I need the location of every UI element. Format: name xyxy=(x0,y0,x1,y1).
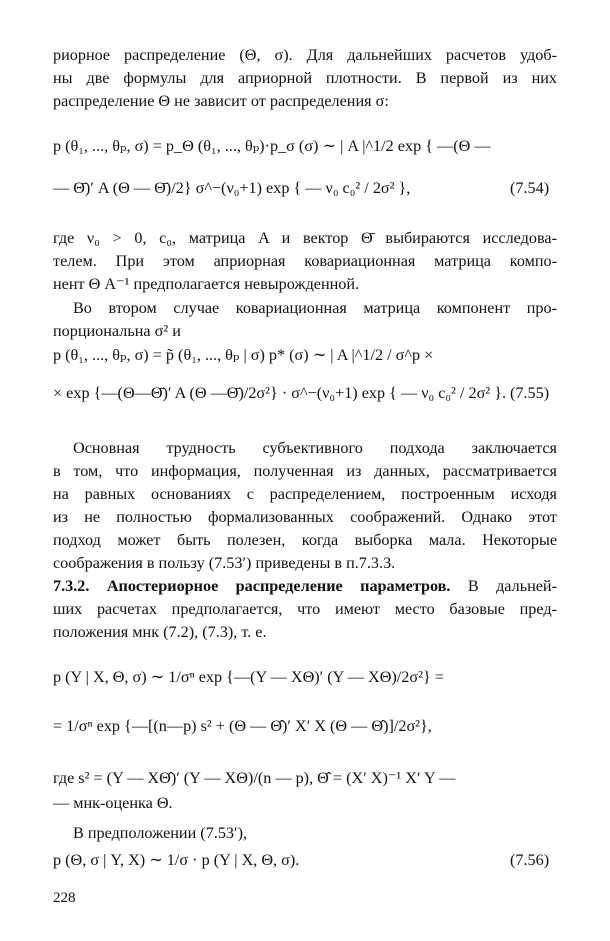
equation-number: (7.55) xyxy=(510,384,550,402)
text-line: положения мнк (7.2), (7.3), т. е. xyxy=(53,623,267,641)
equation-likelihood-line1: p (Y | X, Θ, σ) ∼ 1/σⁿ exp {—(Y — XΘ)′ (Y — XΘ)/2σ²} = xyxy=(53,668,444,686)
equation-likelihood-line2: = 1/σⁿ exp {—[(n—p) s² + (Θ — Θ̂)′ X′ X (Θ — Θ̂)]/2σ²}, xyxy=(53,717,432,735)
text-line: Основная трудность субъективного подхода заключается xyxy=(73,439,557,457)
text-line: В предположении (7.53′), xyxy=(73,824,248,842)
text-line: соображения в пользу (7.53′) приведены в п.7.3.3. xyxy=(53,554,396,572)
page-number: 228 xyxy=(53,890,76,906)
text-line: ны две формулы для априорной плотности. В первой из них xyxy=(53,69,557,87)
text-line: в том, что информация, полученная из данных, рассматривается xyxy=(53,462,557,480)
text-line: риорное распределение (Θ, σ). Для дальнейших расчетов удоб- xyxy=(53,46,557,64)
equation-7-54-line1: p (θ₁, ..., θₚ, σ) = p_Θ (θ₁, ..., θₚ)·p_σ (σ) ∼ | A |^1/2 exp { —(Θ — xyxy=(53,137,491,155)
text-line: где ν₀ > 0, c₀, матрица A и вектор Θ̄ выбираются исследова- xyxy=(53,229,557,247)
text-line: подход может быть полезен, когда выборка мала. Некоторые xyxy=(53,531,557,549)
section-title: Апостериорное распределение параметров. xyxy=(106,577,451,595)
equation-number: (7.54) xyxy=(510,179,550,197)
section-number: 7.3.2. xyxy=(53,577,90,595)
text-line: Во втором случае ковариационная матрица компонент про- xyxy=(73,299,557,317)
text-line: ших расчетах предполагается, что имеют место базовые пред- xyxy=(53,600,557,618)
text-fragment: В дальней- xyxy=(467,577,557,595)
text-line: нент Θ A⁻¹ предполагается невырожденной. xyxy=(53,275,360,293)
equation-7-55-line1: p (θ₁, ..., θₚ, σ) = p̃ (θ₁, ..., θₚ | σ) p* (σ) ∼ | A |^1/2 / σ^p × xyxy=(53,346,434,364)
equation-7-55-line2: × exp {—(Θ—Θ̄)′ A (Θ —Θ̄)/2σ²} · σ^−(ν₀+1) exp { — ν₀ c₀² / 2σ² }. xyxy=(53,384,507,402)
text-line: — мнк-оценка Θ. xyxy=(53,794,173,812)
section-heading-line xyxy=(53,578,557,594)
equation-7-54-line2: — Θ̄)′ A (Θ — Θ̄)/2} σ^−(ν₀+1) exp { — ν₀ c₀² / 2σ² }, xyxy=(53,179,411,197)
equation-7-56: p (Θ, σ | Y, X) ∼ 1/σ · p (Y | X, Θ, σ). xyxy=(53,851,300,869)
text-line: распределение Θ не зависит от распределения σ: xyxy=(53,92,389,110)
text-line: из не полностью формализованных соображений. Однако этот xyxy=(53,508,557,526)
text-line: на равных основаниях с распределением, построенным исходя xyxy=(53,485,557,503)
text-line: порциональна σ² и xyxy=(53,322,181,340)
equation-number: (7.56) xyxy=(510,851,550,869)
text-line: телем. При этом априорная ковариационная матрица компо- xyxy=(53,252,557,270)
text-line: где s² = (Y — XΘ̂)′ (Y — XΘ)/(n — p), Θ̂ = (X′ X)⁻¹ X′ Y — xyxy=(53,769,456,787)
